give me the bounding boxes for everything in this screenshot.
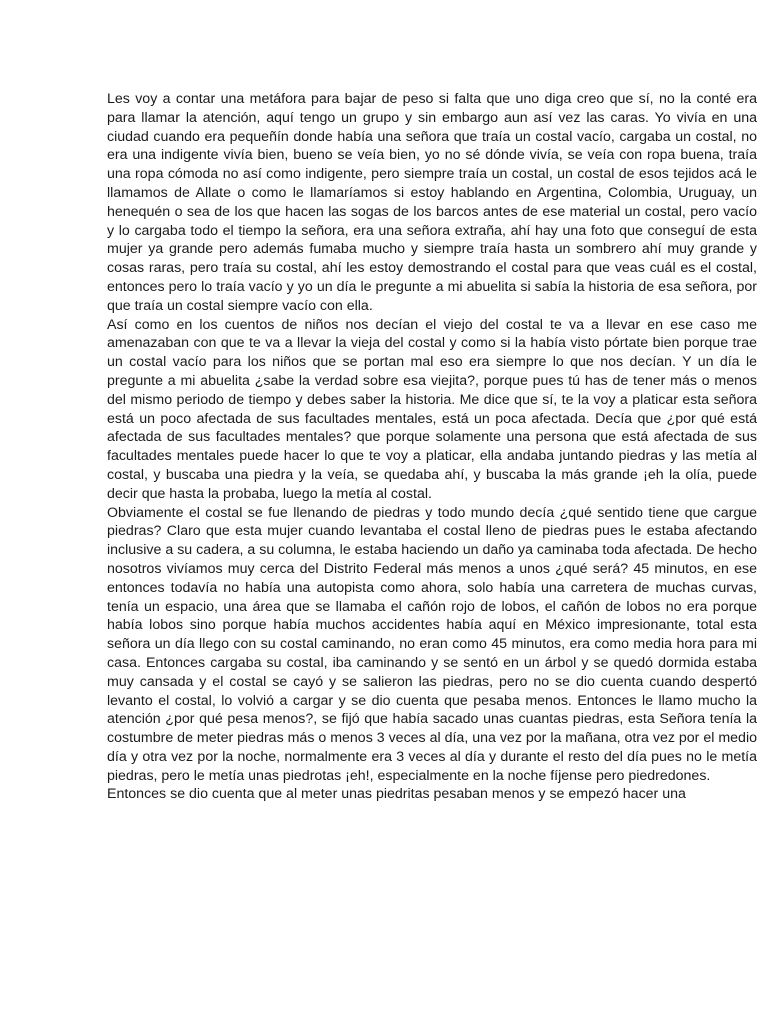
paragraph-1: Les voy a contar una metáfora para bajar de peso si falta que uno diga creo que sí, no la conté era para llamar la atención, aquí tengo un grupo y sin embargo aun así vez las caras. Yo vivía en una ciudad cuando era pequeñín donde había una señora que traía un costal vacío, cargaba un costal, no era una indigente vivía bien, bueno se veía bien, yo no sé dónde vivía, se veía con ropa buena, traía una ropa cómoda no así como indigente, pero siempre traía un costal, un costal de esos tejidos acá le llamamos de Allate o como le llamaríamos si estoy hablando en Argentina, Colombia, Uruguay, un henequén o sea de los que hacen las sogas de los barcos antes de ese material un costal, pero vacío y lo cargaba todo el tiempo la señora, era una señora extraña, ahí hay una foto que conseguí de esta mujer ya grande pero además fumaba mucho y siempre traía hasta un sombrero ahí muy grande y cosas raras, pero traía su costal, ahí les estoy demostrando el costal para que veas cuál es el costal, entonces pero lo traía vacío y yo un día le pregunte a mi abuelita si sabía la historia de esa señora, por que traía un costal siempre vacío con ella. bbox=[107, 91, 757, 314]
document-body bbox=[107, 90, 757, 804]
paragraph-2: Así como en los cuentos de niños nos decían el viejo del costal te va a llevar en ese caso me amenazaban con que te va a llevar la vieja del costal y como si la había visto pórtate bien porque trae un costal vacío para los niños que se portan mal eso era siempre lo que nos decían. Y un día le pregunte a mi abuelita ¿sabe la verdad sobre esa viejita?, porque pues tú has de tener más o menos del mismo periodo de tiempo y debes saber la historia. Me dice que sí, te la voy a platicar esta señora está un poco afectada de sus facultades mentales, está un poca afectada. Decía que ¿por qué está afectada de sus facultades mentales? que porque solamente una persona que está afectada de sus facultades mentales puede hacer lo que te voy a platicar, ella andaba juntando piedras y las metía al costal, y buscaba una piedra y la veía, se quedaba ahí, y buscaba la más grande ¡eh la olía, puede decir que hasta la probaba, luego la metía al costal. bbox=[107, 316, 757, 502]
paragraph-3: Obviamente el costal se fue llenando de piedras y todo mundo decía ¿qué sentido tiene que cargue piedras? Claro que esta mujer cuando levantaba el costal lleno de piedras pues le estaba afectando inclusive a su cadera, a su columna, le estaba haciendo un daño ya caminaba toda afectada. De hecho nosotros vivíamos muy cerca del Distrito Federal más menos a unos ¿qué será? 45 minutos, en ese entonces todavía no había una autopista como ahora, solo había una carretera de muchas curvas, tenía un espacio, una área que se llamaba el cañón rojo de lobos, el cañón de lobos no era porque había lobos sino porque había muchos accidentes había aquí en México impresionante, total esta señora un día llego con su costal caminando, no eran como 45 minutos, era como media hora para mi casa. Entonces cargaba su costal, iba caminando y se sentó en un árbol y se quedó dormida estaba muy cansada y el costal se cayó y se salieron las piedras, pero no se dio cuenta cuando despertó levanto el costal, lo volvió a cargar y se dio cuenta que pesaba menos. Entonces le llamo mucho la atención ¿por qué pesa menos?, se fijó que había sacado unas cuantas piedras, esta Señora tenía la costumbre de meter piedras más o menos 3 veces al día, una vez por la mañana, otra vez por el medio día y otra vez por la noche, normalmente era 3 veces al día y durante el resto del día pues no le metía piedras, pero le metía unas piedrotas ¡eh!, especialmente en la noche fíjense pero piedredones. bbox=[107, 504, 757, 784]
paragraph-4: Entonces se dio cuenta que al meter unas piedritas pesaban menos y se empezó hacer una bbox=[107, 786, 686, 803]
